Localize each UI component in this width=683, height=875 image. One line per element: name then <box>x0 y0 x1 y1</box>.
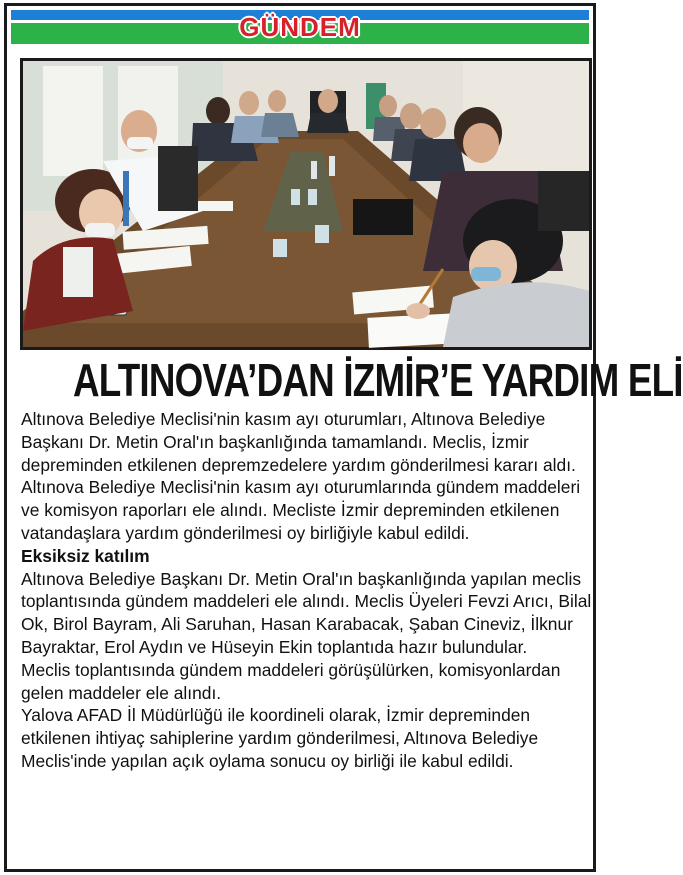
meeting-photo <box>20 58 592 350</box>
article-body <box>21 408 597 773</box>
article-headline: ALTINOVA’DAN İZMİR’E YARDIM ELİ <box>73 354 683 406</box>
section-header-band <box>11 10 589 44</box>
article-paragraph: Altınova Belediye Meclisi'nin kasım ayı oturumları, Altınova Belediye Başkanı Dr. Metin Oral'ın başkanlığında tamamlandı. Meclis, İzmir depreminden etkilenen depremzedelere yardım gönderilmesi kararı aldı. <box>21 409 576 475</box>
article-subheading: Eksiksiz katılım <box>21 545 150 566</box>
section-title: GÜNDEM <box>239 12 361 42</box>
article-paragraph: Altınova Belediye Başkanı Dr. Metin Oral'ın başkanlığında yapılan meclis toplantısında gündem maddeleri ele alındı. Meclis Üyeleri Fevzi Arıcı, Bilal Ok, Birol Bayram, Ali Saruhan, Hasan Karabacak, Şaban Cineviz, İlknur Bayraktar, Erol Aydın ve Hüseyin Ekin toplantıda hazır bulundular. <box>21 568 592 657</box>
meeting-photo-icon <box>23 61 589 347</box>
article-paragraph: Altınova Belediye Meclisi'nin kasım ayı oturumlarında gündem maddeleri ve komisyon raporları ele alındı. Mecliste İzmir depreminden etkilenen vatandaşlara yardım gönderilmesi oy birliğiyle kabul edildi. <box>21 477 581 543</box>
article-paragraph: Yalova AFAD İl Müdürlüğü ile koordineli olarak, İzmir depreminden etkilenen ihtiyaç sahiplerine yardım gönderilmesi, Altınova Belediye Meclis'inde yapılan açık oylama sonucu oy birliği ile kabul edildi. <box>21 705 539 771</box>
newspaper-clipping <box>4 3 683 872</box>
article-paragraph: Meclis toplantısında gündem maddeleri görüşülürken, komisyonlardan gelen maddeler ele alındı. <box>21 659 561 703</box>
